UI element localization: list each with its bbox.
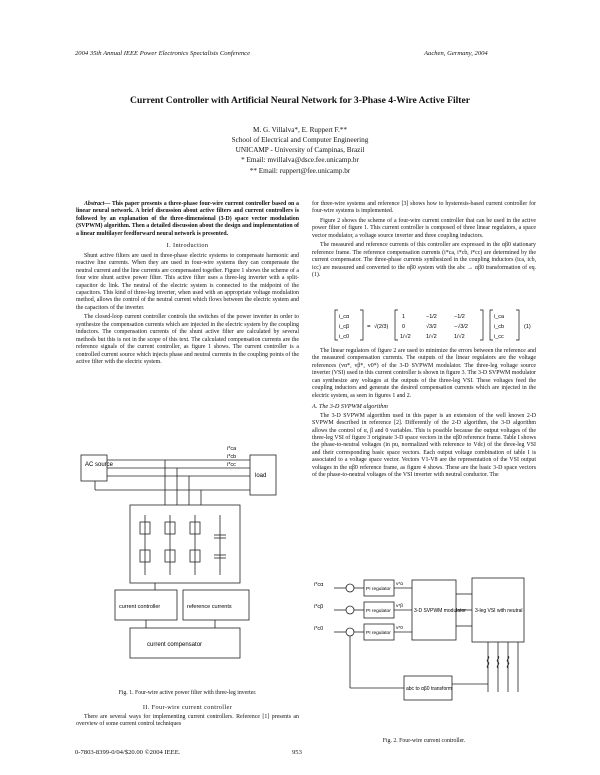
- page-number: 953: [292, 749, 302, 756]
- fig2-input-0: i*c0: [314, 626, 324, 632]
- footer-isbn: 0-7803-8399-0/04/$20.00 ©2004 IEEE.: [75, 749, 181, 756]
- right-paragraph-4: The linear regulators of figure 2 are used to minimize the errors between the reference and the measured compensation currents. The outputs of the linear regulators are the voltage references (vα*, vβ*, v0*) of the 3-D SVPWM modulator. The three-leg voltage source inverter (VSI) used in this current controller is shown in figure 3. The 3-D SVPWM modulator can synthesize any voltages at the outputs of the three-leg VSI. These voltages feed the coupling inductors and generate the desired compensation currents which are injected in the electric system, as seen in figures 1 and 2.: [312, 348, 536, 399]
- eq-rhs-1: i_cb: [494, 324, 505, 330]
- eq-rhs-0: i_ca: [494, 314, 505, 320]
- eq-equals: =: [367, 324, 371, 330]
- fig2-input-b: i*cβ: [314, 604, 324, 610]
- equation-1: [330, 306, 536, 344]
- abstract: [76, 201, 299, 238]
- eq-m02: −1/2: [454, 314, 465, 320]
- figure-1-diagram: [75, 430, 299, 680]
- fig1-source-label: AC source: [85, 462, 114, 468]
- fig1-icc-label: i*cc: [227, 462, 236, 468]
- eq-m22: 1/√2: [454, 334, 465, 340]
- intro-heading: I. Introduction: [166, 242, 209, 250]
- inverter-box: [130, 505, 240, 583]
- fig1-icb-label: i*cb: [227, 454, 237, 460]
- left-column-bottom: [76, 714, 299, 731]
- eq-coefficient: √(2/3): [374, 324, 389, 330]
- eq-m00: 1: [402, 314, 406, 320]
- conference-header: 2004 35th Annual IEEE Power Electronics Specialists Conference: [75, 50, 251, 57]
- eq-m21: 1/√2: [426, 334, 437, 340]
- author-email-2: ** Email: ruppert@fee.unicamp.br: [249, 167, 351, 175]
- right-paragraph-5: The 3-D SVPWM algorithm used in this paper is an extension of the well known 2-D SVPWM described in reference [2]. Differently of the 2-D algorithm, the 3-D algorithm allows the control of α, β and 0 variables. This is possible because the output voltages of the three-leg VSI of figure 3 originate 3-D space vectors in the αβ0 reference frame. Table I shows the phase-to-neutral voltages (in pu, normalized with reference to Vdc) of the three-leg VSI and their corresponding basic space vectors. Each output voltage combination of table I is associated to a voltage space vector. Vectors V1-V8 are the representation of the VSI output voltages in the αβ0 reference frame, as figure 4 shows. These are the basic 3-D space vectors of the phase-to-neutral voltages of the VSI inverter with neutral conductor. The: [312, 412, 536, 479]
- fig2-va: v*α: [396, 582, 404, 587]
- affiliation-line-2: UNICAMP - University of Campinas, Brazil: [235, 146, 365, 154]
- fig2-vsi-label: 3-leg VSI with neutral: [475, 608, 523, 614]
- fig1-controller-label: current controller: [119, 604, 161, 610]
- figure-1-caption: Fig. 1. Four-wire active power filter with three-leg inverter.: [118, 690, 257, 696]
- fig1-load-label: load: [255, 473, 267, 479]
- eq-m20: 1/√2: [400, 334, 411, 340]
- left-column: [76, 201, 299, 369]
- section-2-heading: II. Four-wire current controller: [142, 704, 233, 711]
- intro-paragraph-2: The closed-loop current controller controls the switches of the power inverter in order to synthesize the compensation currents which are injected in the electric system by the coupling inductors. The compensation currents of the shunt active filter are calculated by several methods but this is not in the scope of this text. The calculated compensation currents are the reference signals of the current controller, as figure 1 shows. The current controller is a controlled current source which injects phase and neutral currents in the coupling points of the active filter with the electric system.: [76, 314, 299, 366]
- abstract-label: Abstract: [84, 201, 105, 207]
- fig2-pi-b: PI regulator: [366, 609, 391, 614]
- ac-source-box: [81, 455, 107, 481]
- eq-m12: −√3/2: [454, 324, 468, 330]
- fig2-pi-0: PI regulator: [366, 631, 391, 636]
- fig2-v0: v*0: [396, 626, 403, 631]
- fig2-pi-a: PI regulator: [366, 587, 391, 592]
- right-paragraph-2: Figure 2 shows the scheme of a four-wire current controller that can be used in the active power filter of figure 1. This current controller is composed of three linear regulators, a space vector modulator, a voltage source inverter and three coupling inductors.: [312, 217, 536, 239]
- figure-2-caption: Fig. 2. Four-wire current controller.: [382, 738, 466, 744]
- fig1-ica-label: i*ca: [227, 446, 237, 452]
- eq-lhs-0: i_cα: [339, 314, 350, 320]
- author-email-1: * Email: mvillalva@dsce.fee.unicamp.br: [241, 156, 359, 164]
- conference-location: Aachen, Germany, 2004: [424, 50, 488, 57]
- right-column-middle: [312, 348, 536, 482]
- eq-m10: 0: [402, 324, 406, 330]
- affiliation-line-1: School of Electrical and Computer Engineering: [231, 136, 369, 144]
- section-2-paragraph-1: There are several ways for implementing current controllers. Reference [1] presents an overview of some current control techniques: [76, 714, 299, 728]
- eq-number: (1): [524, 324, 531, 330]
- figure-2-diagram: [312, 572, 536, 732]
- fig1-ref-label: reference currents: [187, 604, 232, 610]
- fig2-svpwm-label: 3-D SVPWM modulator: [414, 608, 466, 614]
- eq-lhs-1: i_cβ: [339, 324, 350, 330]
- fig2-vb: v*β: [396, 604, 404, 609]
- intro-paragraph-1: Shunt active filters are used in three-phase electric systems to compensate harmonic and reactive line currents. When they are used in four-wire systems they can compensate the neutral current and the line currents are compensated together. Figure 1 shows the scheme of a four wire shunt active power filter. This active filter uses a three-leg inverter with a split-capacitor dc link. The neutral of the electric system is connected to the midpoint of the capacitors. This kind of three-leg inverter, when used with an appropriate voltage modulation method, allows the control of the neutral current which flows between the electric system and the capacitors of the inverter.: [76, 252, 299, 311]
- fig1-compensator-label: current compensator: [147, 642, 203, 648]
- paper-title: Current Controller with Artificial Neural Network for 3-Phase 4-Wire Active Filter: [130, 95, 470, 106]
- subsection-a-heading: A. The 3-D SVPWM algorithm: [312, 403, 388, 411]
- eq-rhs-2: i_cc: [494, 334, 504, 340]
- eq-lhs-2: i_c0: [339, 334, 350, 340]
- fig2-input-a: i*cα: [314, 582, 324, 588]
- eq-m01: −1/2: [426, 314, 437, 320]
- right-paragraph-3: The measured and reference currents of this controller are expressed in the αβ0 stationary reference frame. The reference compensation currents (i*ca, i*cb, i*cc) are determined by the current compensator. The three-phase currents synthesized in the coupling inductors (ica, icb, icc) are measured and converted to the αβ0 system with the abc → αβ0 transformation of eq. (1).: [312, 242, 536, 279]
- abstract-text: — This paper presents a three-phase four-wire current controller based on a linear neural network. A brief discussion about active filters and current controllers is followed by an explanation of the three-dimensional (3-D) space vector modulation (SVPWM) algorithm. Then a detailed discussion about the design and implementation of a linear multilayer feedforward neural network is presented.: [76, 201, 299, 237]
- author-names: M. G. Villalva*, E. Ruppert F.**: [253, 126, 347, 134]
- fig2-transform-label: abc to αβ0 transform: [406, 686, 453, 692]
- right-paragraph-1: for three-wire systems and reference [3] shows how to hysteresis-based current controller for four-wire systems is implemented.: [312, 201, 536, 215]
- right-column-top: [312, 201, 536, 282]
- eq-m11: √3/2: [426, 324, 437, 330]
